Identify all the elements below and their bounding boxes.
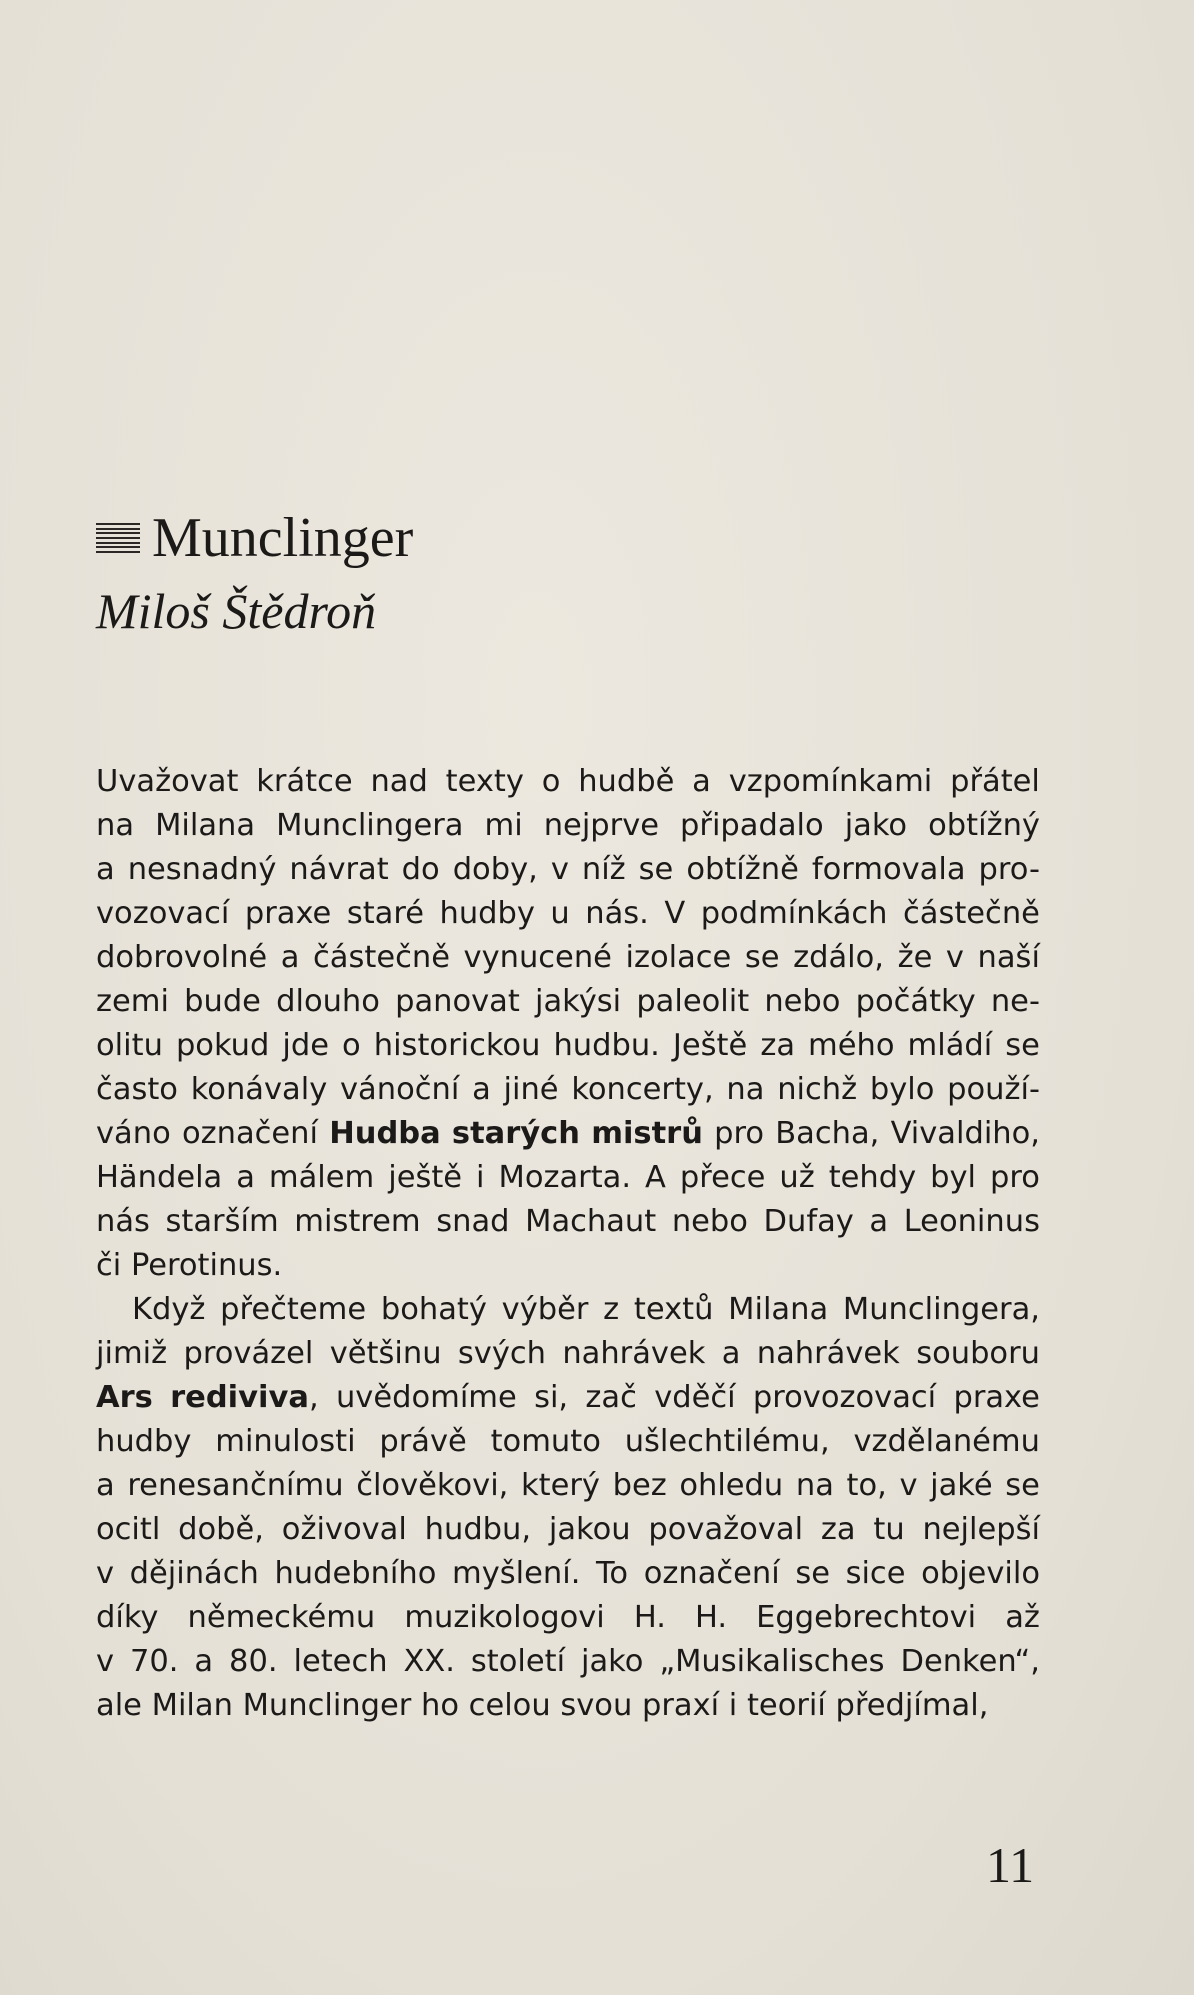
page-number: 11 xyxy=(986,1837,1035,1893)
text-line: olitu pokud jde o historickou hudbu. Ještě za mého mládí se xyxy=(96,1028,1040,1063)
text-line: váno označení Hudba starých mistrů pro Bacha, Vivaldiho, xyxy=(96,1116,1040,1151)
text-lines-icon xyxy=(96,523,140,553)
text-line: Händela a málem ještě i Mozarta. A přece už tehdy byl pro xyxy=(96,1160,1040,1195)
text-line: zemi bude dlouho panovat jakýsi paleolit nebo počátky ne- xyxy=(96,984,1040,1019)
text-line: ale Milan Munclinger ho celou svou praxí i teorií předjímal, xyxy=(96,1688,989,1723)
text-line: ocitl době, oživoval hudbu, jakou považoval za tu nejlepší xyxy=(96,1512,1040,1547)
text-line: na Milana Munclingera mi nejprve připadalo jako obtížný xyxy=(96,808,1040,843)
text-line: Ars rediviva, uvědomíme si, zač vděčí provozovací praxe xyxy=(96,1380,1040,1415)
text-line: nás starším mistrem snad Machaut nebo Dufay a Leoninus xyxy=(96,1204,1040,1239)
text-line: vozovací praxe staré hudby u nás. V podmínkách částečně xyxy=(96,896,1040,931)
text-line: v dějinách hudebního myšlení. To označení se sice objevilo xyxy=(96,1556,1040,1591)
text-line: a renesančnímu člověkovi, který bez ohledu na to, v jaké se xyxy=(96,1468,1040,1503)
chapter-author: Miloš Štědroň xyxy=(96,583,377,639)
text-line: často konávaly vánoční a jiné koncerty, na nichž bylo použí- xyxy=(96,1072,1040,1107)
text-line: Když přečteme bohatý výběr z textů Milana Munclingera, xyxy=(132,1292,1040,1327)
text-line: Uvažovat krátce nad texty o hudbě a vzpomínkami přátel xyxy=(96,764,1040,799)
text-line: či Perotinus. xyxy=(96,1248,283,1283)
chapter-title-row xyxy=(96,500,413,576)
text-line: hudby minulosti právě tomuto ušlechtilému, vzdělanému xyxy=(96,1424,1040,1459)
chapter-title: Munclinger xyxy=(152,507,414,569)
body-text xyxy=(96,760,1040,1728)
chapter-heading xyxy=(96,500,413,646)
text-line: a nesnadný návrat do doby, v níž se obtížně formovala pro- xyxy=(96,852,1040,887)
text-line: jimiž provázel většinu svých nahrávek a nahrávek souboru xyxy=(96,1336,1040,1371)
text-line: v 70. a 80. letech XX. století jako „Musikalisches Denken“, xyxy=(96,1644,1040,1679)
text-line: díky německému muzikologovi H. H. Eggebrechtovi až xyxy=(96,1600,1040,1635)
text-line: dobrovolné a částečně vynucené izolace se zdálo, že v naší xyxy=(96,940,1040,975)
